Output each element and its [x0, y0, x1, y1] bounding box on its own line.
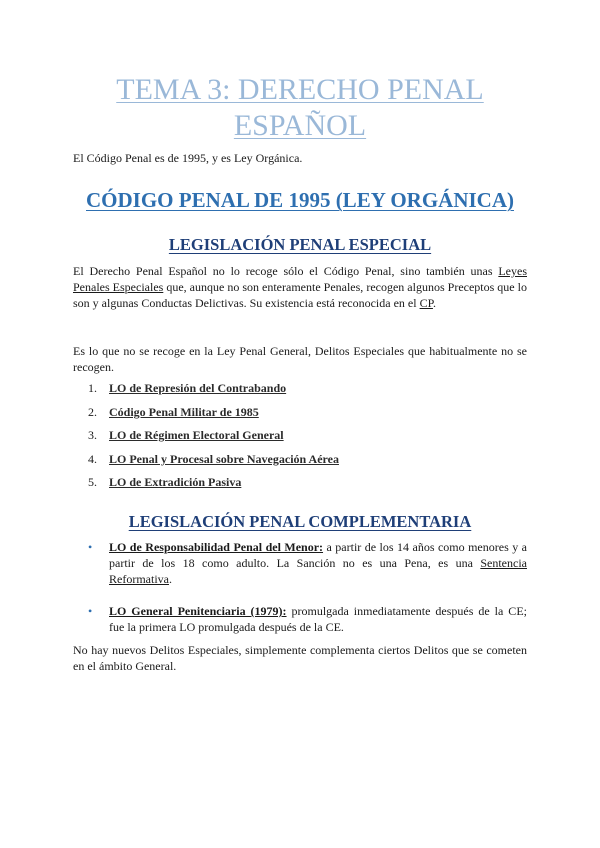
list-item-text[interactable]: LO Penal y Procesal sobre Navegación Aérea — [109, 451, 339, 466]
especial-p1-text-1: El Derecho Penal Español no lo recoge sólo el Código Penal, sino también unas — [73, 264, 499, 278]
bullet-1-text-2: . — [168, 572, 172, 586]
title-line-2: ESPAÑOL — [233, 109, 367, 142]
especial-paragraph-2: Es lo que no se recoge en la Ley Penal General, Delitos Especiales que habitualmente no se recogen. — [73, 344, 527, 374]
list-item-number: 2. — [88, 404, 97, 419]
document-title — [60, 72, 540, 144]
closing-paragraph: No hay nuevos Delitos Especiales, simplemente complementa ciertos Delitos que se cometen en el ámbito General. — [73, 643, 527, 673]
list-item-number: 5. — [88, 475, 97, 489]
list-item — [88, 405, 339, 429]
especial-list — [88, 381, 339, 499]
list-item-text[interactable]: LO de Régimen Electoral General — [109, 428, 284, 442]
heading-legislacion-especial: LEGISLACIÓN PENAL ESPECIAL — [168, 235, 432, 254]
heading-legislacion-complementaria: LEGISLACIÓN PENAL COMPLEMENTARIA — [128, 512, 472, 531]
list-item — [88, 475, 339, 499]
bullet-item-penitenciaria — [88, 603, 527, 635]
sentencia-reformativa-link[interactable]: Sentencia Reformativa — [109, 556, 527, 586]
especial-p1-text-3: . — [432, 296, 436, 310]
list-item-text[interactable]: LO de Extradición Pasiva — [109, 475, 242, 489]
intro-text: El Código Penal es de 1995, y es Ley Orgánica. — [73, 151, 303, 165]
bullet-2-text-1: promulgada inmediatamente después de la CE; fue la primera LO promulgada después de la CE. — [109, 604, 527, 634]
list-item-number: 3. — [88, 428, 97, 442]
especial-p1-text-2: que, aunque no son enteramente Penales, recogen algunos Preceptos que lo son y algunas Conductas Delictivas. Su existencia está reconocida en el — [73, 280, 527, 310]
list-item-number: 4. — [88, 451, 97, 466]
leyes-penales-especiales-link[interactable]: Leyes Penales Especiales — [73, 264, 527, 294]
heading-codigo-penal: CÓDIGO PENAL DE 1995 (LEY ORGÁNICA) — [86, 188, 514, 212]
bullet-text — [109, 603, 527, 635]
title-line-1: TEMA 3: DERECHO PENAL — [116, 73, 484, 106]
bullet-text — [109, 539, 527, 587]
lo-penitenciaria-link[interactable]: LO General Penitenciaria (1979): — [109, 604, 287, 618]
list-item-text[interactable]: LO de Represión del Contrabando — [109, 381, 287, 395]
list-item — [88, 428, 339, 452]
especial-paragraph-1 — [73, 263, 527, 311]
list-item-text[interactable]: Código Penal Militar de 1985 — [109, 404, 259, 419]
list-item — [88, 381, 339, 405]
list-item-number: 1. — [88, 381, 97, 395]
bullet-icon: • — [88, 604, 93, 618]
bullet-item-menor — [88, 539, 527, 587]
bullet-icon: • — [88, 540, 93, 554]
list-item — [88, 452, 339, 476]
cp-link[interactable]: CP — [419, 296, 433, 310]
lo-menor-link[interactable]: LO de Responsabilidad Penal del Menor: — [109, 540, 324, 554]
bullet-1-text-1: a partir de los 14 años como menores y a partir de los 18 como adulto. La Sanción no es una Pena, es una — [109, 540, 527, 570]
